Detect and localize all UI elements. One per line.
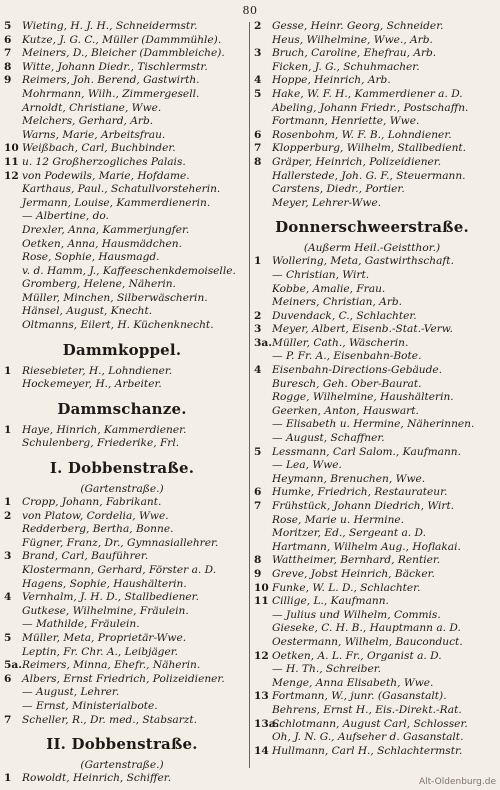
- house-number: 2: [254, 309, 262, 322]
- directory-entry: [254, 129, 490, 143]
- resident-text: Gromberg, Helene, Näherin.: [22, 278, 176, 291]
- resident-text: Hullmann, Carl H., Schlachtermstr.: [272, 744, 463, 757]
- resident-text: Riesebieter, H., Lohndiener.: [22, 364, 173, 377]
- house-number: 6: [4, 33, 12, 46]
- house-number: 5: [4, 20, 12, 32]
- resident-text: v. d. Hamm, J., Kaffeeschenkdemoiselle.: [22, 264, 236, 277]
- house-number: 10: [4, 142, 19, 155]
- resident-text: — Lea, Wwe.: [272, 459, 342, 472]
- resident-text: Melchers, Gerhard, Arb.: [22, 115, 154, 128]
- resident-text: Hagens, Sophie, Haushälterin.: [22, 577, 187, 590]
- directory-entry: [4, 550, 240, 564]
- directory-entry: [4, 424, 240, 438]
- directory-entry: [254, 690, 490, 704]
- house-number: 5: [254, 87, 262, 100]
- directory-entry: [254, 74, 490, 88]
- resident-text: Reimers, Joh. Berend, Gastwirth.: [22, 74, 200, 87]
- house-number: 6: [4, 672, 12, 685]
- directory-entry: [254, 473, 490, 487]
- resident-text: Rosenbohm, W. F. B., Lohndiener.: [272, 128, 452, 141]
- directory-entry: [254, 418, 490, 432]
- resident-text: Cillige, L., Kaufmann.: [272, 595, 389, 608]
- house-number: 4: [254, 364, 262, 377]
- directory-entry: [4, 365, 240, 379]
- resident-text: Müller, Cath., Wäscherin.: [272, 336, 409, 349]
- directory-entry: [4, 564, 240, 578]
- house-number: 1: [4, 423, 12, 436]
- resident-text: Behrens, Ernst H., Eis.-Direkt.-Rat.: [272, 703, 462, 716]
- resident-text: Hockemeyer, H., Arbeiter.: [22, 378, 162, 391]
- house-number: 1: [4, 496, 12, 509]
- directory-entry: [254, 595, 490, 609]
- house-number: 11: [254, 595, 269, 608]
- directory-entry: [254, 102, 490, 116]
- house-number: 8: [4, 60, 12, 73]
- directory-entry: [4, 142, 240, 156]
- house-number: 3a.: [254, 336, 272, 349]
- directory-entry: [254, 459, 490, 473]
- directory-entry: [254, 88, 490, 102]
- directory-entry: [4, 102, 240, 116]
- resident-text: Oetken, A. L. Fr., Organist a. D.: [272, 649, 442, 662]
- resident-text: Carstens, Diedr., Portier.: [272, 183, 405, 196]
- resident-text: — Mathilde, Fräulein.: [22, 618, 140, 631]
- resident-text: Wollering, Meta, Gastwirthschaft.: [272, 255, 454, 268]
- street-heading: I. Dobbenstraße.: [49, 459, 195, 478]
- directory-entry: [4, 129, 240, 143]
- house-number: 8: [254, 155, 262, 168]
- directory-entry: [254, 514, 490, 528]
- house-number: 9: [254, 567, 262, 580]
- resident-text: Hoppe, Heinrich, Arb.: [272, 74, 391, 87]
- street-heading: Dammschanze.: [57, 399, 187, 418]
- resident-text: Rose, Marie u. Hermine.: [272, 513, 405, 526]
- house-number: 1: [4, 772, 12, 785]
- directory-entry: [254, 718, 490, 732]
- directory-entry: [254, 622, 490, 636]
- resident-text: Karthaus, Paul., Schatullvorsteherin.: [22, 183, 221, 196]
- resident-text: Duvendack, C., Schlachter.: [272, 309, 417, 322]
- directory-entry: [254, 568, 490, 582]
- resident-text: Arnoldt, Christiane, Wwe.: [22, 101, 162, 114]
- directory-entry: [4, 714, 240, 728]
- resident-text: Eisenbahn-Directions-Gebäude.: [272, 364, 443, 377]
- column-divider: [249, 22, 250, 768]
- house-number: 5: [254, 445, 262, 458]
- street-subheading: (Gartenstraße.): [80, 483, 164, 496]
- directory-entry: [4, 305, 240, 319]
- directory-entry: [254, 636, 490, 650]
- resident-text: von Podewils, Marie, Hofdame.: [22, 169, 190, 182]
- directory-entry: [4, 34, 240, 48]
- house-number: 6: [254, 128, 262, 141]
- resident-text: Lessmann, Carl Salom., Kaufmann.: [272, 445, 461, 458]
- resident-text: Rose, Sophie, Hausmagd.: [22, 251, 160, 264]
- directory-entry: [4, 210, 240, 224]
- directory-entry: [254, 34, 490, 48]
- resident-text: — August, Schaffner.: [272, 432, 385, 445]
- house-number: 10: [254, 581, 269, 594]
- directory-entry: [4, 772, 240, 786]
- house-number: 11: [4, 155, 19, 168]
- directory-entry: [4, 61, 240, 75]
- resident-text: Gräper, Heinrich, Polizeidiener.: [272, 155, 442, 168]
- directory-entry: [4, 618, 240, 632]
- directory-entry: [254, 527, 490, 541]
- directory-entry: [254, 541, 490, 555]
- resident-text: Hänsel, August, Knecht.: [22, 305, 153, 318]
- resident-text: Fügner, Franz, Dr., Gymnasiallehrer.: [22, 536, 219, 549]
- directory-entry: [254, 269, 490, 283]
- house-number: 1: [4, 364, 12, 377]
- directory-entry: [254, 446, 490, 460]
- directory-entry: [4, 700, 240, 714]
- directory-entry: [254, 310, 490, 324]
- resident-text: Warns, Marie, Arbeitsfrau.: [22, 128, 166, 141]
- directory-entry: [4, 115, 240, 129]
- directory-entry: [4, 20, 240, 34]
- directory-entry: [254, 731, 490, 745]
- directory-entry: [4, 238, 240, 252]
- house-number: 3: [254, 47, 262, 60]
- resident-text: Schlotmann, August Carl, Schlosser.: [272, 717, 468, 730]
- directory-entry: [4, 646, 240, 660]
- resident-text: Hake, W. F. H., Kammerdiener a. D.: [272, 87, 463, 100]
- directory-entry: [254, 609, 490, 623]
- house-number: 4: [4, 591, 12, 604]
- resident-text: Rogge, Wilhelmine, Haushälterin.: [272, 391, 454, 404]
- directory-entry: [4, 265, 240, 279]
- resident-text: Abeling, Johann Friedr., Postschaffn.: [272, 101, 469, 114]
- street-heading: Dammkoppel.: [62, 340, 182, 359]
- street-heading: II. Dobbenstraße.: [46, 735, 198, 754]
- directory-entry: [4, 591, 240, 605]
- directory-entry: [254, 500, 490, 514]
- house-number: 3: [254, 323, 262, 336]
- resident-text: Schulenberg, Friederike, Frl.: [22, 437, 180, 450]
- directory-entry: [254, 405, 490, 419]
- resident-text: Klopperburg, Wilhelm, Stallbedient.: [272, 142, 467, 155]
- resident-text: Wieting, H. J. H., Schneidermstr.: [22, 20, 198, 32]
- resident-text: Redderberg, Bertha, Bonne.: [22, 523, 174, 536]
- directory-entry: [254, 296, 490, 310]
- directory-entry: [4, 378, 240, 392]
- house-number: 9: [4, 74, 12, 87]
- directory-entry: [254, 142, 490, 156]
- street-heading: Donnerschweerstraße.: [275, 218, 469, 237]
- directory-entry: [254, 704, 490, 718]
- page-number: 80: [242, 4, 258, 17]
- directory-entry: [254, 61, 490, 75]
- resident-text: Kutze, J. G. C., Müller (Dammmühle).: [22, 33, 222, 46]
- resident-text: — P. Fr. A., Eisenbahn-Bote.: [272, 350, 422, 363]
- left-column: [4, 20, 240, 786]
- resident-text: Mohrmann, Wilh., Zimmergesell.: [22, 87, 200, 100]
- house-number: 6: [254, 486, 262, 499]
- directory-entry: [254, 582, 490, 596]
- resident-text: — August, Lehrer.: [22, 686, 120, 699]
- directory-entry: [4, 632, 240, 646]
- resident-text: Geerken, Anton, Hauswart.: [272, 404, 419, 417]
- resident-text: Drexler, Anna, Kammerjungfer.: [22, 223, 190, 236]
- resident-text: u. 12 Großherzogliches Palais.: [22, 155, 186, 168]
- house-number: 8: [254, 554, 262, 567]
- resident-text: Leptin, Fr. Chr. A., Leibjäger.: [22, 645, 178, 658]
- directory-entry: [4, 47, 240, 61]
- resident-text: Kobbe, Amalie, Frau.: [272, 282, 386, 295]
- house-number: 4: [254, 74, 262, 87]
- resident-text: Scheller, R., Dr. med., Stabsarzt.: [22, 713, 198, 726]
- resident-text: Ficken, J. G., Schuhmacher.: [272, 60, 420, 73]
- resident-text: Meiners, D., Bleicher (Dammbleiche).: [22, 47, 225, 60]
- directory-entry: [254, 432, 490, 446]
- resident-text: Wattheimer, Bernhard, Rentier.: [272, 554, 441, 567]
- directory-entry: [4, 496, 240, 510]
- resident-text: Frühstück, Johann Diedrich, Wirt.: [272, 500, 455, 512]
- resident-text: Albers, Ernst Friedrich, Polizeidiener.: [22, 672, 225, 685]
- resident-text: Funke, W. L. D., Schlachter.: [272, 581, 421, 594]
- directory-entry: [4, 510, 240, 524]
- house-number: 12: [4, 169, 19, 182]
- resident-text: Müller, Minchen, Silberwäscherin.: [22, 291, 208, 304]
- directory-entry: [254, 156, 490, 170]
- resident-text: — Elisabeth u. Hermine, Näherinnen.: [272, 418, 475, 431]
- house-number: 7: [254, 500, 262, 512]
- directory-entry: [254, 170, 490, 184]
- directory-entry: [4, 437, 240, 451]
- directory-entry: [254, 486, 490, 500]
- directory-entry: [254, 20, 490, 34]
- street-subheading: (Gartenstraße.): [80, 759, 164, 772]
- directory-entry: [4, 319, 240, 333]
- resident-text: Gutkese, Wilhelmine, Fräulein.: [22, 604, 189, 617]
- resident-text: Gieseke, C. H. B., Hauptmann a. D.: [272, 622, 461, 635]
- directory-entry: [4, 183, 240, 197]
- resident-text: Jermann, Louise, Kammerdienerin.: [22, 196, 211, 209]
- resident-text: Witte, Johann Diedr., Tischlermstr.: [22, 60, 208, 73]
- directory-entry: [254, 350, 490, 364]
- directory-entry: [254, 663, 490, 677]
- directory-entry: [254, 323, 490, 337]
- directory-entry: [254, 650, 490, 664]
- resident-text: Oetken, Anna, Hausmädchen.: [22, 237, 182, 250]
- house-number: 7: [4, 47, 12, 60]
- house-number: 3: [4, 550, 12, 563]
- house-number: 12: [254, 649, 269, 662]
- house-number: 2: [254, 20, 262, 32]
- house-number: 7: [4, 713, 12, 726]
- directory-entry: [4, 278, 240, 292]
- directory-entry: [254, 283, 490, 297]
- resident-text: Moritzer, Ed., Sergeant a. D.: [272, 527, 426, 540]
- house-number: 5: [4, 631, 12, 644]
- house-number: 5a.: [4, 659, 22, 672]
- directory-entry: [4, 673, 240, 687]
- house-number: 13a.: [254, 717, 280, 730]
- directory-entry: [254, 255, 490, 269]
- house-number: 13: [254, 690, 269, 703]
- directory-entry: [4, 224, 240, 238]
- watermark: Alt-Oldenburg.de: [418, 777, 496, 787]
- resident-text: Hallerstede, Joh. G. F., Steuermann.: [272, 169, 466, 182]
- resident-text: Müller, Meta, Proprietär-Wwe.: [22, 631, 187, 644]
- resident-text: Heymann, Brenuchen, Wwe.: [272, 472, 426, 485]
- resident-text: Humke, Friedrich, Restaurateur.: [272, 486, 448, 499]
- resident-text: — H. Th., Schreiber.: [272, 663, 381, 676]
- resident-text: Menge, Anna Elisabeth, Wwe.: [272, 676, 434, 689]
- resident-text: Cropp, Johann, Fabrikant.: [22, 496, 162, 509]
- directory-entry: [254, 391, 490, 405]
- directory-entry: [254, 183, 490, 197]
- resident-text: Meyer, Lehrer-Wwe.: [272, 196, 382, 209]
- resident-text: Bruch, Caroline, Ehefrau, Arb.: [272, 47, 437, 60]
- directory-entry: [254, 115, 490, 129]
- resident-text: Oltmanns, Eilert, H. Küchenknecht.: [22, 319, 214, 332]
- directory-entry: [254, 197, 490, 211]
- resident-text: Reimers, Minna, Ehefr., Näherin.: [22, 659, 201, 672]
- resident-text: Heus, Wilhelmine, Wwe., Arb.: [272, 33, 433, 46]
- directory-entry: [254, 364, 490, 378]
- resident-text: Hartmann, Wilhelm Aug., Hoflakai.: [272, 540, 461, 553]
- resident-text: — Christian, Wirt.: [272, 268, 370, 281]
- directory-entry: [4, 74, 240, 88]
- directory-entry: [4, 292, 240, 306]
- house-number: 7: [254, 142, 262, 155]
- resident-text: Oh, J. N. G., Aufseher d. Gasanstalt.: [272, 731, 464, 744]
- directory-entry: [4, 537, 240, 551]
- directory-entry: [4, 686, 240, 700]
- resident-text: von Platow, Cordelia, Wwe.: [22, 509, 169, 522]
- directory-entry: [4, 659, 240, 673]
- directory-entry: [4, 523, 240, 537]
- resident-text: Meiners, Christian, Arb.: [272, 296, 403, 309]
- resident-text: Gesse, Heinr. Georg, Schneider.: [272, 20, 444, 32]
- directory-entry: [254, 554, 490, 568]
- resident-text: Buresch, Geh. Ober-Baurat.: [272, 377, 422, 390]
- resident-text: Oestermann, Wilhelm, Bauconduct.: [272, 635, 463, 648]
- house-number: 1: [254, 255, 262, 268]
- directory-entry: [254, 378, 490, 392]
- street-subheading: (Außerm Heil.-Geistthor.): [303, 242, 441, 255]
- directory-entry: [4, 170, 240, 184]
- resident-text: Rowoldt, Heinrich, Schiffer.: [22, 772, 172, 785]
- resident-text: Klostermann, Gerhard, Förster a. D.: [22, 564, 217, 576]
- directory-entry: [4, 156, 240, 170]
- resident-text: Meyer, Albert, Eisenb.-Stat.-Verw.: [272, 323, 453, 336]
- resident-text: Greve, Jobst Heinrich, Bäcker.: [272, 567, 435, 580]
- directory-entry: [254, 47, 490, 61]
- house-number: 14: [254, 744, 269, 757]
- house-number: 2: [4, 509, 12, 522]
- directory-entry: [4, 197, 240, 211]
- right-column: [254, 20, 490, 758]
- resident-text: — Albertine, do.: [22, 210, 109, 223]
- resident-text: — Julius und Wilhelm, Commis.: [272, 608, 441, 621]
- resident-text: Haye, Hinrich, Kammerdiener.: [22, 423, 187, 436]
- directory-entry: [254, 677, 490, 691]
- directory-entry: [254, 745, 490, 759]
- directory-entry: [4, 88, 240, 102]
- resident-text: Fortmann, W., junr. (Gasanstalt).: [272, 690, 447, 703]
- directory-entry: [4, 251, 240, 265]
- resident-text: — Ernst, Ministerialbote.: [22, 699, 158, 712]
- resident-text: Weißbach, Carl, Buchbinder.: [22, 142, 176, 155]
- directory-entry: [4, 605, 240, 619]
- resident-text: Vernhalm, J. H. D., Stallbediener.: [22, 591, 199, 604]
- directory-entry: [4, 578, 240, 592]
- directory-entry: [254, 337, 490, 351]
- resident-text: Fortmann, Henriette, Wwe.: [272, 115, 420, 128]
- resident-text: Brand, Carl, Bauführer.: [22, 550, 149, 563]
